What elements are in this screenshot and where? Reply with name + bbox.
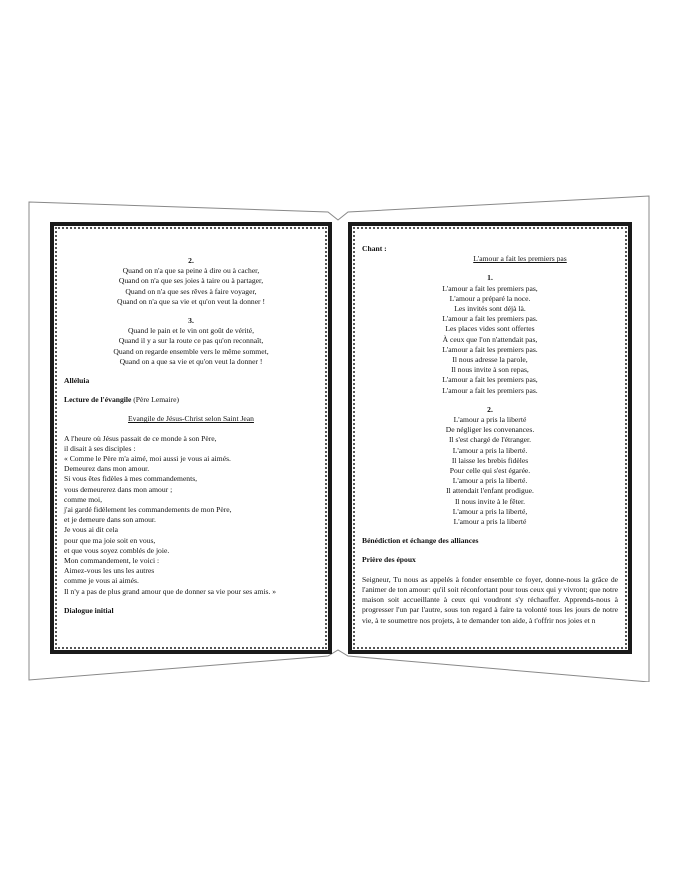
- gospel-line: Il n'y a pas de plus grand amour que de donner sa vie pour ses amis. »: [64, 586, 277, 596]
- verse-line: Il laisse les brebis fidèles: [451, 455, 529, 465]
- booklet-spread: [28, 194, 650, 682]
- verse-number: 1.: [487, 273, 493, 283]
- verse-line: L'amour a fait les premiers pas.: [442, 385, 538, 395]
- verse-line: L'amour a pris la liberté: [453, 415, 527, 425]
- verse-line: L'amour a fait les premiers pas.: [442, 344, 538, 354]
- verse-line: Quand le pain et le vin ont goût de vérité,: [127, 326, 255, 336]
- gospel-line: Mon commandement, le voici :: [64, 556, 160, 566]
- verse-line: L'amour a pris la liberté,: [452, 506, 528, 516]
- gospel-line: A l'heure où Jésus passait de ce monde à son Père,: [64, 433, 217, 443]
- chant-title: L'amour a fait les premiers pas: [473, 254, 567, 264]
- benediction-heading: Bénédiction et échange des alliances: [362, 536, 479, 546]
- dialogue-heading: Dialogue initial: [64, 605, 114, 615]
- gospel-line: Si vous êtes fidèles à mes commandements,: [64, 474, 198, 484]
- verse-number: 2.: [487, 404, 493, 414]
- verse-line: L'amour a fait les premiers pas,: [442, 283, 538, 293]
- verse-line: L'amour a fait les premiers pas.: [442, 314, 538, 324]
- gospel-reader: (Père Lemaire): [133, 395, 180, 405]
- gospel-line: Demeurez dans mon amour.: [64, 464, 150, 474]
- verse-line: Il nous invite à son repas,: [451, 365, 529, 375]
- gospel-line: il disait à ses disciples :: [64, 443, 136, 453]
- verse-line: De négliger les convenances.: [445, 425, 535, 435]
- verse-number: 2.: [188, 256, 194, 265]
- gospel-line: j'ai gardé fidèlement les commandements de mon Père,: [64, 505, 232, 515]
- gospel-line: comme je vous ai aimés.: [64, 576, 139, 586]
- verse-line: Quand on regarde ensemble vers le même sommet,: [113, 346, 269, 356]
- gospel-line: comme moi,: [64, 494, 102, 504]
- verse-line: L'amour a fait les premiers pas,: [442, 375, 538, 385]
- verse-line: Il attendait l'enfant prodigue.: [446, 486, 534, 496]
- gospel-heading: Lecture de l'évangile: [64, 395, 132, 405]
- gospel-line: vous demeurerez dans mon amour ;: [64, 484, 173, 494]
- gospel-line: Aimez-vous les uns les autres: [64, 566, 155, 576]
- verse-line: Quand on n'a que sa peine à dire ou à cacher,: [122, 266, 260, 276]
- verse-line: L'amour a pris la liberté: [453, 517, 527, 527]
- verse-line: Les invités sont déjà là.: [454, 304, 526, 314]
- gospel-line: Je vous ai dit cela: [64, 525, 118, 535]
- verse-line: Il nous adresse la parole,: [452, 355, 528, 365]
- verse-line: Quand on a que sa vie et qu'on veut la donner !: [119, 356, 263, 366]
- verse-number: 3.: [188, 316, 194, 326]
- gospel-title: Evangile de Jésus-Christ selon Saint Jean: [128, 414, 254, 424]
- left-page: [50, 222, 332, 654]
- gospel-line: « Comme le Père m'a aimé, moi aussi je vous ai aimés.: [64, 454, 231, 464]
- verse-line: Quand on n'a que sa vie et qu'on veut la donner !: [116, 296, 266, 306]
- alleluia-heading: Alléluia: [64, 376, 90, 386]
- verse-line: À ceux que l'on n'attendait pas,: [442, 334, 538, 344]
- verse-line: Quand on n'a que ses rêves à faire voyager,: [125, 286, 257, 296]
- priere-text: Seigneur, Tu nous as appelés à fonder ensemble ce foyer, donne-nous la grâce de l'animer de ton amour: qu'il soit réconfortant pour tous ceux qui y vivront; que notre maison soit accueillante à ceux qui voudront s'y réchauffer. Apprends-nous à progresser l'un par l'autre, sous ton regard à faire ta volonté tous les jours de notre vie, à te soumettre nos projets, à te demander ton aide, à t'offrir nos joies et n: [362, 574, 618, 625]
- right-page: [348, 222, 632, 654]
- verse-line: Il nous invite à le fêter.: [454, 496, 525, 506]
- verse-line: Quand il y a sur la route ce pas qu'on reconnaît,: [118, 336, 264, 346]
- verse-line: L'amour a préparé la noce.: [449, 293, 531, 303]
- verse-line: Pour celle qui s'est égarée.: [449, 466, 531, 476]
- verse-line: Il s'est chargé de l'étranger.: [448, 435, 532, 445]
- verse-line: Les places vides sont offertes: [445, 324, 535, 334]
- gospel-line: pour que ma joie soit en vous,: [64, 535, 156, 545]
- verse-line: L'amour a pris la liberté.: [452, 476, 528, 486]
- verse-line: L'amour a pris la liberté.: [452, 445, 528, 455]
- verse-line: Quand on n'a que ses joies à taire ou à partager,: [118, 276, 264, 286]
- gospel-line: et que vous soyez comblés de joie.: [64, 545, 170, 555]
- gospel-line: et je demeure dans son amour.: [64, 515, 156, 525]
- priere-heading: Prière des époux: [362, 555, 416, 565]
- chant-label: Chant :: [362, 244, 387, 253]
